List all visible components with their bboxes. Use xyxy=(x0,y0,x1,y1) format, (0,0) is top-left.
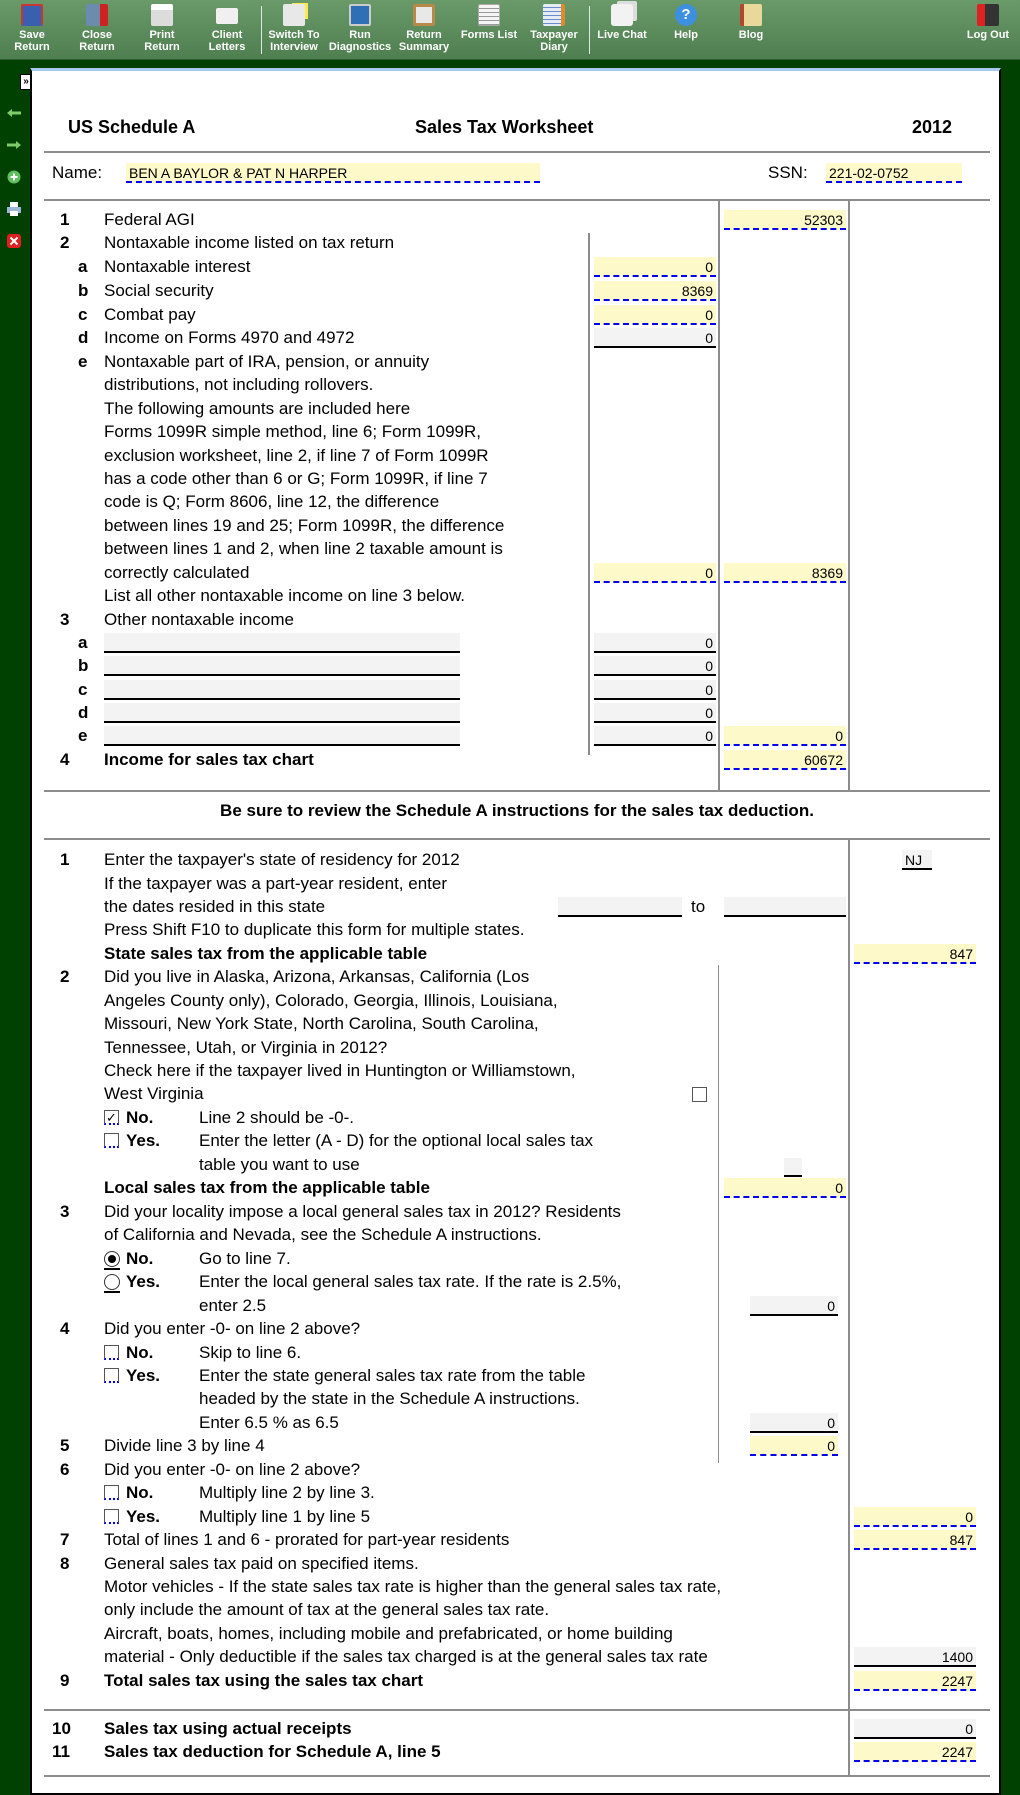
return-summary-button[interactable]: Return Summary xyxy=(392,4,456,53)
other-income-amount-d[interactable]: 0 xyxy=(594,703,716,723)
delete-icon[interactable] xyxy=(6,234,22,248)
form-page: US Schedule A Sales Tax Worksheet 2012 Name: BEN A BAYLOR & PAT N HARPER SSN: 221-02-0752 1 Federal AGI 52303 2 Nontaxable income listed on tax return a Nontaxable interest 0 b Social security 8369 c Combat pay 0 d Income on Forms 4970 and 4972 0 e Nontaxable part of IRA, pension, or annuity distributions, not including rollovers. The following amounts are included here Forms 1099R simple method, line 6; Form 1099R, exclusion worksheet, line 2, if line 7 of Form 1099R has a code other than 6 or G; Form 1099R, if line 7 code is Q; Form 8606, line 12, the difference between lines 19 and 25; Form 1099R, the difference between lines 1 and 2, when line 2 taxable amount is correctly calculated 0 8369 List all other nontaxable income on line 3 below. 3 Other nontaxable income a 0 b 0 c 0 d 0 e 0 0 4 Income for sales tax chart 60672 Be sure to review the Schedule A instructions for the sales tax deduction. 1 Enter the taxpayer's state of residency for 2012 NJ If the taxpayer was a part-year resident, enter the dates resided in this state to Press Shift F10 to duplicate this form for multiple states. State sales tax from the applicable table 847 2 Did you live in Alaska, Arizona, Arkansas, California (Los Angeles County only), Colorado, Georgia, Illinois, Louisiana, Missouri, New York State, North Carolina, South Carolina, Tennessee, Utah, or Virginia in 2012? Check here if the taxpayer lived in Huntington or Williamstown, West Virginia ✓ No. Line 2 should be -0-. Yes. Enter the letter (A - D) for the optional local sales tax table you want to use Local sales tax from the applicable table 0 3 Did your locality impose a local general sales tax in 2012? Residents of California and Nevada, see the Schedule A instructions. No. Go to line 7. Yes. Enter the local general sales tax rate. If the rate is 2.5%, enter 2.5 0 4 Did you enter -0- on line 2 above? No. Skip to line 6. Yes. Enter the state general sales tax rate from the table headed by the state in the Schedule A instructions. Enter 6.5 % as 6.5 0 5 Divide line 3 by line 4 0 6 Did you enter -0- on line 2 above? No. Multiply line 2 by line 3. Yes. Multiply line 1 by line 5 0 7 Total of lines 1 and 6 - prorated for part-year residents 847 8 General sales tax paid on specified items. Motor vehicles - If the state sales tax rate is higher than the general sales tax rate, only include the amount of tax at the general sales tax rate. Aircraft, boats, homes, including mobile and prefabricated, or home building material - Only deductible if the sales tax charged is at the general sales tax rate 1400 9 Total sales tax using the sales tax chart 2247 10 Sales tax using actual receipts 0 11 Sales tax deduction for Schedule A, line 5 2247 xyxy=(30,68,1001,1795)
nontaxable-ira-field[interactable]: 0 xyxy=(594,563,716,583)
page-title: Sales Tax Worksheet xyxy=(415,117,594,137)
line4-no-checkbox[interactable] xyxy=(104,1345,119,1360)
other-income-desc-e[interactable] xyxy=(104,726,460,746)
line7-total-field[interactable]: 847 xyxy=(854,1530,976,1550)
expand-panel-button[interactable]: » xyxy=(20,74,32,90)
blog-button[interactable]: Blog xyxy=(719,4,783,41)
divider xyxy=(44,1709,990,1711)
column-divider xyxy=(848,201,850,791)
ssn-label: SSN: xyxy=(768,163,808,182)
local-tax-rate-field[interactable]: 0 xyxy=(750,1296,838,1316)
specified-items-tax-field[interactable]: 1400 xyxy=(854,1647,976,1667)
floppy-disk-icon xyxy=(21,4,43,26)
folder-close-icon xyxy=(86,4,108,26)
line3-yes-radio[interactable] xyxy=(104,1274,120,1290)
column-divider xyxy=(848,840,850,1775)
add-icon[interactable] xyxy=(6,170,22,184)
envelope-icon xyxy=(216,8,238,24)
print-return-button[interactable]: Print Return xyxy=(130,4,194,53)
other-income-amount-e[interactable]: 0 xyxy=(594,726,716,746)
west-virginia-checkbox[interactable] xyxy=(692,1087,707,1102)
chat-bubbles-icon xyxy=(611,4,633,26)
line2-no-checkbox[interactable]: ✓ xyxy=(104,1110,119,1125)
forms-list-button[interactable]: Forms List xyxy=(457,4,521,41)
line6-no-checkbox[interactable] xyxy=(104,1485,119,1500)
help-button[interactable]: ? Help xyxy=(674,6,698,41)
list-icon xyxy=(478,4,500,26)
other-income-desc-b[interactable] xyxy=(104,656,460,676)
instructions-notice: Be sure to review the Schedule A instructions for the sales tax deduction. xyxy=(220,801,814,820)
close-return-button[interactable]: Close Return xyxy=(65,4,129,53)
client-letters-button[interactable]: Client Letters xyxy=(195,4,259,53)
ssn-field[interactable]: 221-02-0752 xyxy=(826,163,962,183)
divider xyxy=(44,1775,990,1777)
local-table-letter-field[interactable] xyxy=(784,1158,802,1177)
column-divider xyxy=(718,965,719,1463)
nontaxable-interest-field[interactable]: 0 xyxy=(594,257,716,277)
other-income-desc-a[interactable] xyxy=(104,633,460,653)
line4-yes-checkbox[interactable] xyxy=(104,1368,119,1383)
other-income-amount-b[interactable]: 0 xyxy=(594,656,716,676)
line6-yes-checkbox[interactable] xyxy=(104,1509,119,1524)
actual-receipts-field[interactable]: 0 xyxy=(854,1719,976,1739)
save-return-button[interactable]: Save Return xyxy=(0,4,64,53)
log-out-button[interactable]: Log Out xyxy=(956,4,1020,41)
federal-agi-label: Federal AGI xyxy=(104,210,195,229)
combat-pay-field[interactable]: 0 xyxy=(594,305,716,325)
monitor-icon xyxy=(349,4,371,26)
line6-result-field[interactable]: 0 xyxy=(854,1507,976,1527)
print-icon[interactable] xyxy=(6,202,22,216)
social-security-field[interactable]: 8369 xyxy=(594,281,716,301)
logout-door-icon xyxy=(977,4,999,26)
toolbar xyxy=(0,0,1020,60)
other-income-desc-d[interactable] xyxy=(104,703,460,723)
live-chat-button[interactable]: Live Chat xyxy=(590,4,654,41)
forward-arrow-icon[interactable] xyxy=(6,138,22,152)
interview-icon xyxy=(283,4,305,26)
total-sales-tax-chart-field[interactable]: 2247 xyxy=(854,1671,976,1691)
back-arrow-icon[interactable] xyxy=(6,106,22,120)
line3-no-radio[interactable] xyxy=(104,1251,120,1267)
taxpayer-diary-button[interactable]: Taxpayer Diary xyxy=(522,4,586,53)
other-income-amount-c[interactable]: 0 xyxy=(594,680,716,700)
state-sales-tax-field[interactable]: 847 xyxy=(854,944,976,964)
radio-underline xyxy=(104,1291,120,1293)
resided-to-date-field[interactable] xyxy=(724,897,846,917)
line2-total-field[interactable]: 8369 xyxy=(724,563,846,583)
divider xyxy=(44,151,990,153)
run-diagnostics-button[interactable]: Run Diagnostics xyxy=(328,4,392,53)
name-field[interactable]: BEN A BAYLOR & PAT N HARPER xyxy=(126,163,540,183)
tax-year: 2012 xyxy=(912,117,953,137)
other-income-desc-c[interactable] xyxy=(104,680,460,700)
help-icon: ? xyxy=(675,4,697,26)
printer-icon xyxy=(151,4,173,26)
column-divider xyxy=(718,201,720,791)
radio-underline xyxy=(104,1268,120,1270)
diary-icon xyxy=(543,4,565,26)
state-tax-rate-field[interactable]: 0 xyxy=(750,1413,838,1433)
sales-tax-deduction-field[interactable]: 2247 xyxy=(854,1742,976,1762)
divider xyxy=(44,790,990,792)
line5-result-field[interactable]: 0 xyxy=(750,1436,838,1456)
name-label: Name: xyxy=(52,163,103,182)
line2-yes-checkbox[interactable] xyxy=(104,1133,119,1148)
state-field[interactable]: NJ xyxy=(902,850,932,870)
scroll-icon xyxy=(740,4,762,26)
federal-agi-field[interactable]: 52303 xyxy=(724,210,846,230)
line3-total-field[interactable]: 0 xyxy=(724,726,846,746)
column-divider xyxy=(588,233,590,755)
forms-4970-4972-field[interactable]: 0 xyxy=(594,328,716,348)
clipboard-icon xyxy=(413,4,435,26)
switch-to-interview-button[interactable]: Switch To Interview xyxy=(262,4,326,53)
local-sales-tax-field[interactable]: 0 xyxy=(724,1178,846,1198)
form-name: US Schedule A xyxy=(68,117,196,137)
resided-from-date-field[interactable] xyxy=(558,897,682,917)
other-income-amount-a[interactable]: 0 xyxy=(594,633,716,653)
income-sales-tax-chart-field[interactable]: 60672 xyxy=(724,750,846,770)
